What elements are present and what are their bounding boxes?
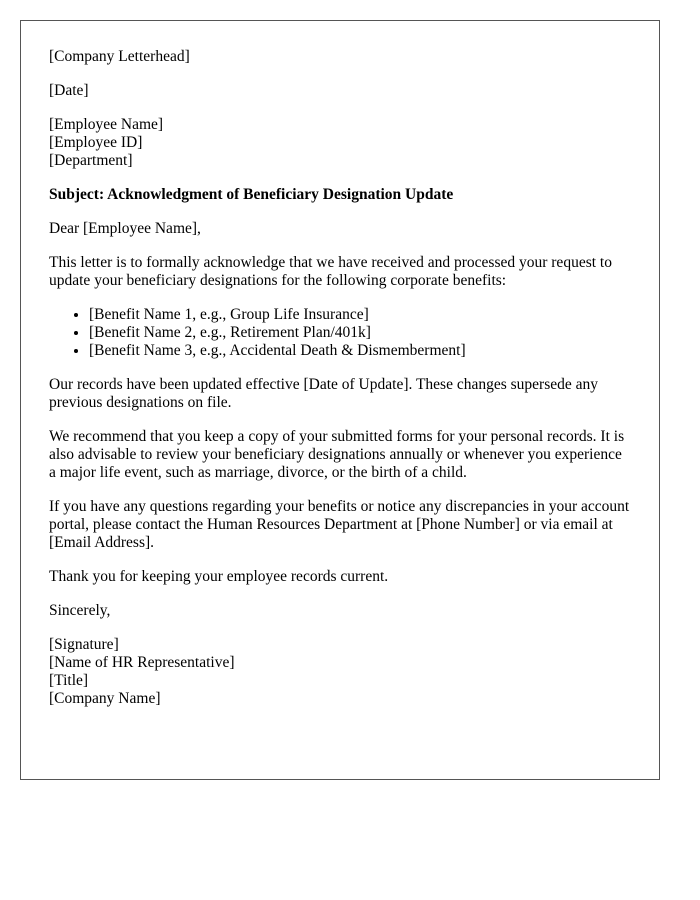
letterhead-text: [Company Letterhead] [49,48,190,65]
recipient-address [49,116,631,170]
benefit-item: • [Benefit Name 3, e.g., Accidental Death & Dismemberment] [89,342,631,360]
thanks-paragraph [49,568,631,586]
signature-block [49,636,631,708]
records-paragraph [49,376,631,412]
paragraph-text: Our records have been updated effective [Date of Update]. These changes supersede any previous designations on file. [49,376,599,411]
hr-representative-name: [Name of HR Representative] [49,654,235,671]
benefit-item: • [Benefit Name 1, e.g., Group Life Insurance] [89,306,631,324]
paragraph-text: If you have any questions regarding your benefits or notice any discrepancies in your account portal, please contact the Human Resources Department at [Phone Number] or via email at [Email Address]. [49,498,630,551]
paragraph-text: We recommend that you keep a copy of your submitted forms for your personal records. It is also advisable to review your beneficiary designations annually or whenever you experience a major life event, such as marriage, divorce, or the birth of a child. [49,428,625,481]
benefit-item: • [Benefit Name 2, e.g., Retirement Plan/401k] [89,324,631,342]
company-letterhead [49,48,631,66]
intro-paragraph [49,254,631,290]
subject-line [49,186,631,204]
letter-date [49,82,631,100]
recipient-id: [Employee ID] [49,134,143,151]
letter-document [20,20,660,780]
closing [49,602,631,620]
contact-paragraph [49,498,631,552]
paragraph-text: Thank you for keeping your employee records current. [49,568,389,585]
recipient-department: [Department] [49,152,133,169]
subject-text: Subject: Acknowledgment of Beneficiary Designation Update [49,186,454,203]
date-text: [Date] [49,82,89,99]
salutation-text: Dear [Employee Name], [49,220,201,237]
recommendation-paragraph [49,428,631,482]
benefits-list [49,306,631,360]
closing-text: Sincerely, [49,602,111,619]
signer-company: [Company Name] [49,690,161,707]
paragraph-text: This letter is to formally acknowledge that we have received and processed your request to update your beneficiary designations for the following corporate benefits: [49,254,612,289]
signature-placeholder: [Signature] [49,636,119,653]
signer-title: [Title] [49,672,89,689]
recipient-name: [Employee Name] [49,116,164,133]
salutation [49,220,631,238]
